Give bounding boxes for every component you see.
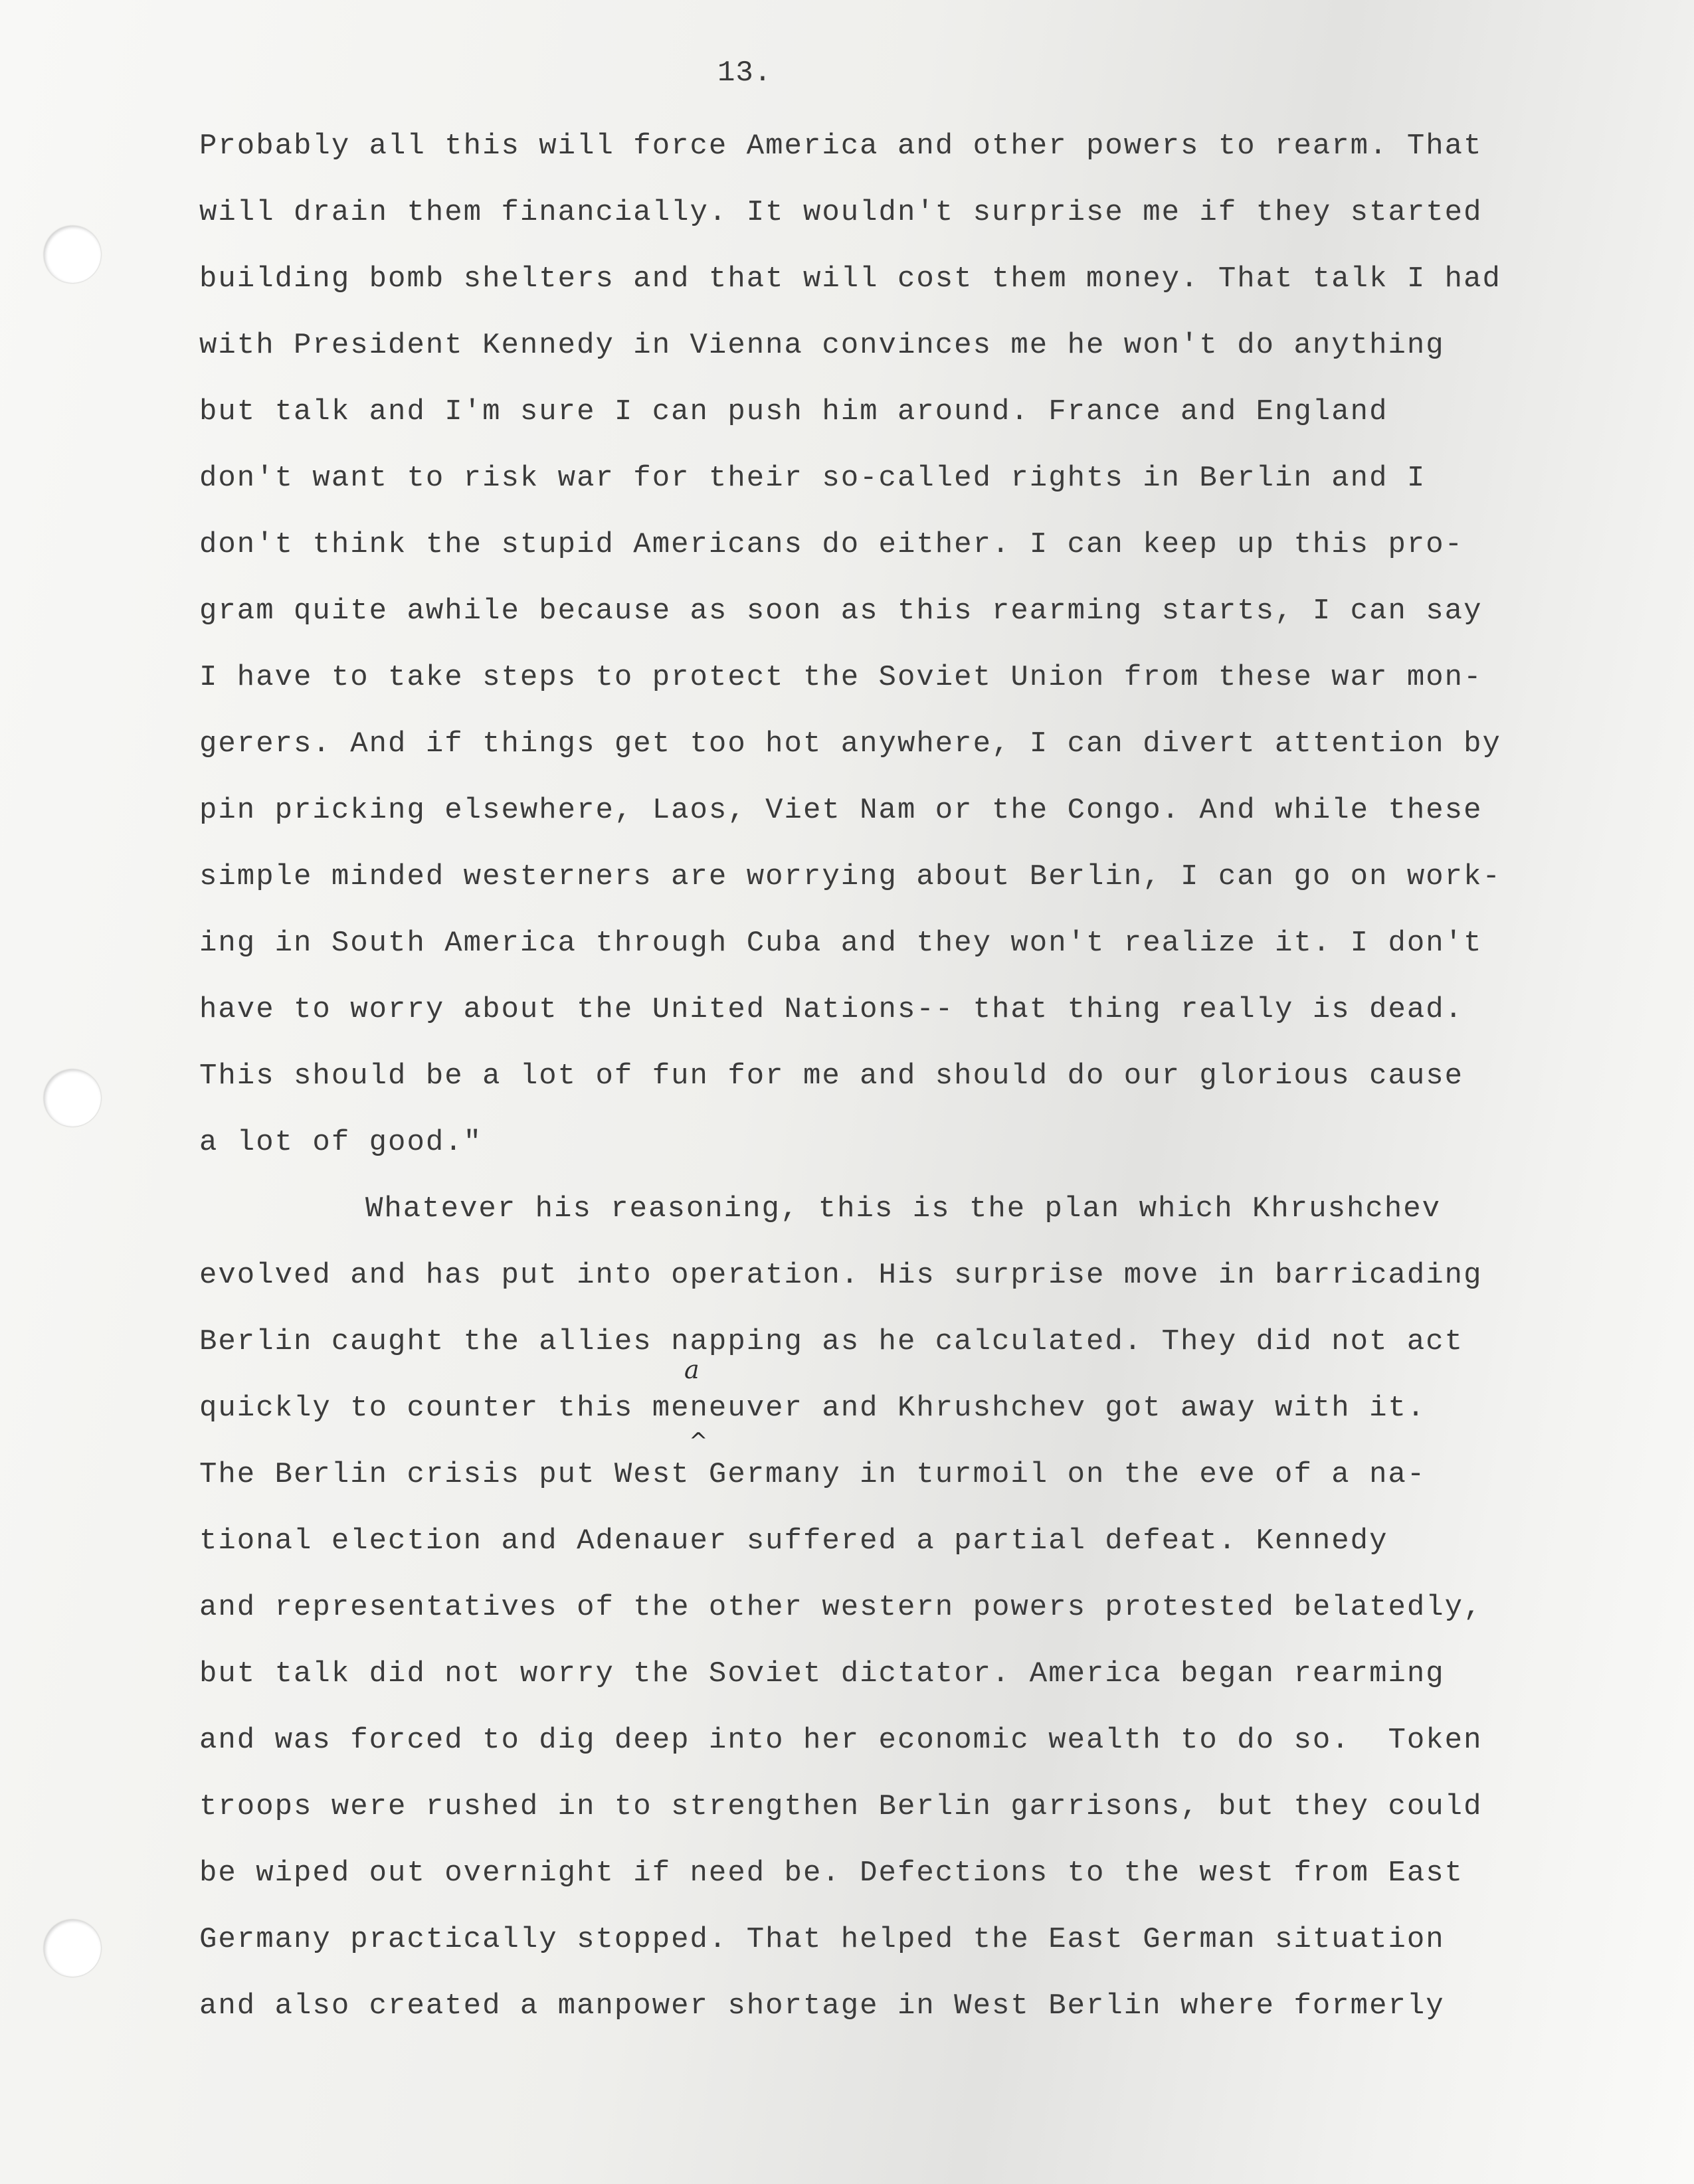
page-number: 13. — [717, 56, 773, 90]
text-line: be wiped out overnight if need be. Defections to the west from East — [199, 1857, 1464, 1890]
text-line: simple minded westerners are worrying about Berlin, I can go on work- — [199, 860, 1501, 893]
text-line: pin pricking elsewhere, Laos, Viet Nam or the Congo. And while these — [199, 794, 1483, 827]
text-line: but talk did not worry the Soviet dictator. America began rearming — [199, 1657, 1445, 1690]
text-line: This should be a lot of fun for me and should do our glorious cause — [199, 1059, 1464, 1093]
text-line: evolved and has put into operation. His surprise move in barricading — [199, 1259, 1483, 1292]
text-line: building bomb shelters and that will cost them money. That talk I had — [199, 262, 1501, 296]
text-line: tional election and Adenauer suffered a partial defeat. Kennedy — [199, 1524, 1388, 1558]
text-line: and also created a manpower shortage in West Berlin where formerly — [199, 1989, 1445, 2023]
text-line: and was forced to dig deep into her economic wealth to do so. Token — [199, 1724, 1483, 1757]
punch-hole-bottom — [44, 1920, 101, 1977]
text-line: but talk and I'm sure I can push him around. France and England — [199, 395, 1388, 428]
text-line: Probably all this will force America and other powers to rearm. That — [199, 130, 1483, 163]
paragraph-start-line: Whatever his reasoning, this is the plan which Khrushchev — [365, 1192, 1442, 1226]
text-line: don't want to risk war for their so-called rights in Berlin and I — [199, 462, 1426, 495]
text-line: Berlin caught the allies napping as he calculated. They did not act — [199, 1325, 1464, 1358]
text-line: and representatives of the other western powers protested belatedly, — [199, 1591, 1483, 1624]
text-line: I have to take steps to protect the Soviet Union from these war mon- — [199, 661, 1483, 694]
text-line: a lot of good." — [199, 1126, 483, 1159]
text-line: don't think the stupid Americans do either. I can keep up this pro- — [199, 528, 1464, 561]
correction-caret: ^ — [689, 1428, 708, 1455]
text-line: gram quite awhile because as soon as this rearming starts, I can say — [199, 594, 1483, 628]
punch-hole-top — [44, 226, 101, 283]
typed-body-text — [199, 113, 1581, 2039]
text-line: will drain them financially. It wouldn't surprise me if they started — [199, 196, 1483, 229]
text-line: Germany practically stopped. That helped the East German situation — [199, 1923, 1445, 1956]
punch-hole-middle — [44, 1069, 101, 1127]
text-line: have to worry about the United Nations-- that thing really is dead. — [199, 993, 1464, 1026]
text-line: with President Kennedy in Vienna convinces me he won't do anything — [199, 329, 1445, 362]
text-line: The Berlin crisis put West Germany in turmoil on the eve of a na- — [199, 1458, 1426, 1491]
text-line: gerers. And if things get too hot anywhere, I can divert attention by — [199, 727, 1501, 761]
text-line: troops were rushed in to strengthen Berlin garrisons, but they could — [199, 1790, 1483, 1823]
text-line: quickly to counter this meneuver and Khrushchev got away with it. — [199, 1392, 1426, 1425]
handwritten-correction: a — [684, 1355, 700, 1384]
text-line: ing in South America through Cuba and they won't realize it. I don't — [199, 927, 1483, 960]
